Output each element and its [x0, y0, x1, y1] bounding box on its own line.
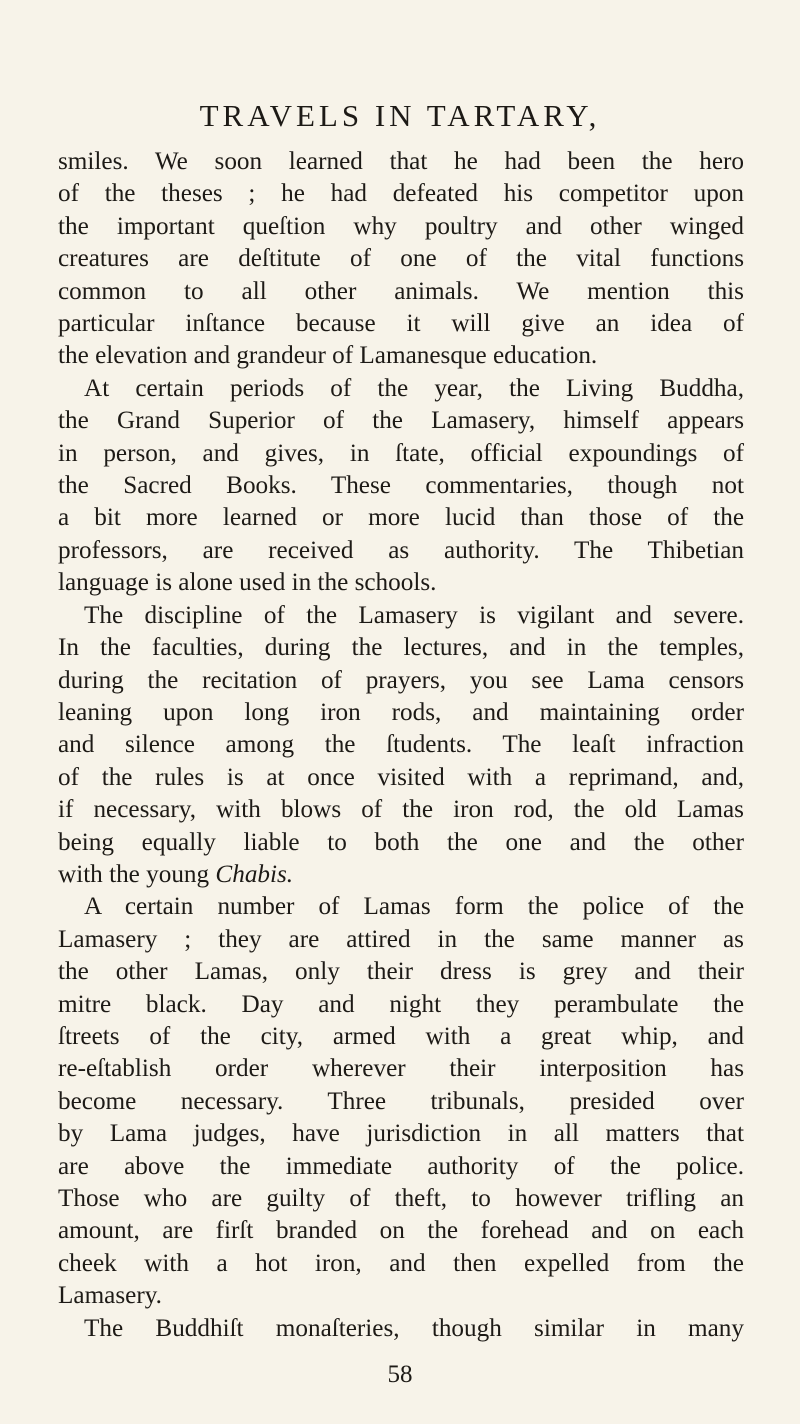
line-text: cheek with a hot iron, and then expelled from the — [58, 1249, 744, 1277]
text-line — [58, 146, 744, 178]
running-head: TRAVELS IN TARTARY, — [199, 98, 601, 133]
text-line — [58, 502, 744, 534]
page-number: 58 — [387, 1361, 413, 1388]
text-line — [58, 243, 744, 275]
text-line — [58, 470, 744, 502]
line-text: re-eſtablish order wherever their interposition has — [58, 1055, 744, 1083]
text-line — [58, 762, 744, 794]
text-line — [58, 632, 744, 664]
text-line — [58, 989, 744, 1021]
text-line — [58, 438, 744, 470]
text-line — [58, 891, 744, 923]
line-text: leaning upon long iron rods, and maintaining order — [58, 698, 744, 726]
text-line — [58, 1021, 744, 1053]
line-text: being equally liable to both the one and the other — [58, 828, 744, 856]
line-text: Lamasery. — [58, 1282, 162, 1310]
line-text: the elevation and grandeur of Lamanesque education. — [58, 342, 598, 370]
line-text: amount, are firſt branded on the forehead and on each — [58, 1217, 744, 1245]
text-line — [58, 276, 744, 308]
text-line — [58, 567, 744, 599]
line-text: the Sacred Books. These commentaries, though not — [58, 472, 744, 500]
body-text — [58, 146, 744, 1345]
line-text: the Grand Superior of the Lamasery, himself appears — [58, 407, 744, 435]
line-text: creatures are deſtitute of one of the vital functions — [58, 245, 744, 273]
text-line — [58, 1183, 744, 1215]
text-line — [58, 697, 744, 729]
text-line — [58, 924, 744, 956]
line-text: Those who are guilty of theft, to however trifling an — [58, 1185, 744, 1212]
line-text: Lamasery ; they are attired in the same manner as — [58, 925, 744, 953]
line-text: of the theses ; he had defeated his competitor upon — [58, 180, 744, 208]
text-line — [58, 373, 744, 405]
italic-term: Chabis. — [215, 860, 294, 888]
text-line — [58, 1280, 744, 1312]
line-text: A certain number of Lamas form the police of the — [84, 893, 744, 921]
line-text: become necessary. Three tribunals, presided over — [58, 1087, 744, 1115]
line-text: and silence among the ſtudents. The leaſt infraction — [58, 731, 744, 759]
line-text: The discipline of the Lamasery is vigilant and severe. — [84, 601, 744, 629]
text-line — [58, 1313, 744, 1345]
line-text: in person, and gives, in ſtate, official expoundings of — [58, 439, 744, 467]
text-line — [58, 535, 744, 567]
text-line — [58, 1151, 744, 1183]
line-text: common to all other animals. We mention this — [58, 277, 744, 305]
text-line — [58, 211, 744, 243]
text-line — [58, 827, 744, 859]
line-text: are above the immediate authority of the police. — [58, 1152, 744, 1180]
line-text: The Buddhiſt monaſteries, though similar in many — [84, 1314, 744, 1342]
line-text: the other Lamas, only their dress is grey and their — [58, 958, 744, 986]
text-line — [58, 1215, 744, 1247]
line-text: by Lama judges, have jurisdiction in all matters that — [58, 1120, 744, 1148]
text-line — [58, 729, 744, 761]
line-text: language is alone used in the schools. — [58, 569, 437, 597]
text-line — [58, 178, 744, 210]
line-text: mitre black. Day and night they perambulate the — [58, 990, 744, 1018]
line-text: the important queſtion why poultry and other winged — [58, 212, 744, 240]
text-line — [58, 1118, 744, 1150]
line-text: particular inſtance because it will give an idea of — [58, 310, 744, 338]
line-text: professors, are received as authority. The Thibetian — [58, 536, 744, 564]
text-line — [58, 665, 744, 697]
line-text: smiles. We soon learned that he had been the hero — [58, 148, 744, 175]
line-text: of the rules is at once visited with a reprimand, and, — [58, 763, 744, 791]
line-text: with the young — [58, 860, 216, 888]
line-text: In the faculties, during the lectures, and in the temples, — [58, 634, 744, 662]
text-line — [58, 405, 744, 437]
text-line — [58, 1086, 744, 1118]
text-line — [58, 1053, 744, 1085]
line-text: if necessary, with blows of the iron rod, the old Lamas — [58, 796, 744, 824]
text-line — [58, 794, 744, 826]
line-text: a bit more learned or more lucid than those of the — [58, 504, 744, 532]
line-text: during the recitation of prayers, you see Lama censors — [58, 666, 744, 694]
text-line — [58, 340, 744, 372]
text-line — [58, 308, 744, 340]
text-line — [58, 1248, 744, 1280]
text-line — [58, 956, 744, 988]
text-line — [58, 600, 744, 632]
line-text: ſtreets of the city, armed with a great whip, and — [58, 1022, 744, 1050]
text-line — [58, 859, 744, 891]
line-text: At certain periods of the year, the Living Buddha, — [84, 374, 744, 402]
